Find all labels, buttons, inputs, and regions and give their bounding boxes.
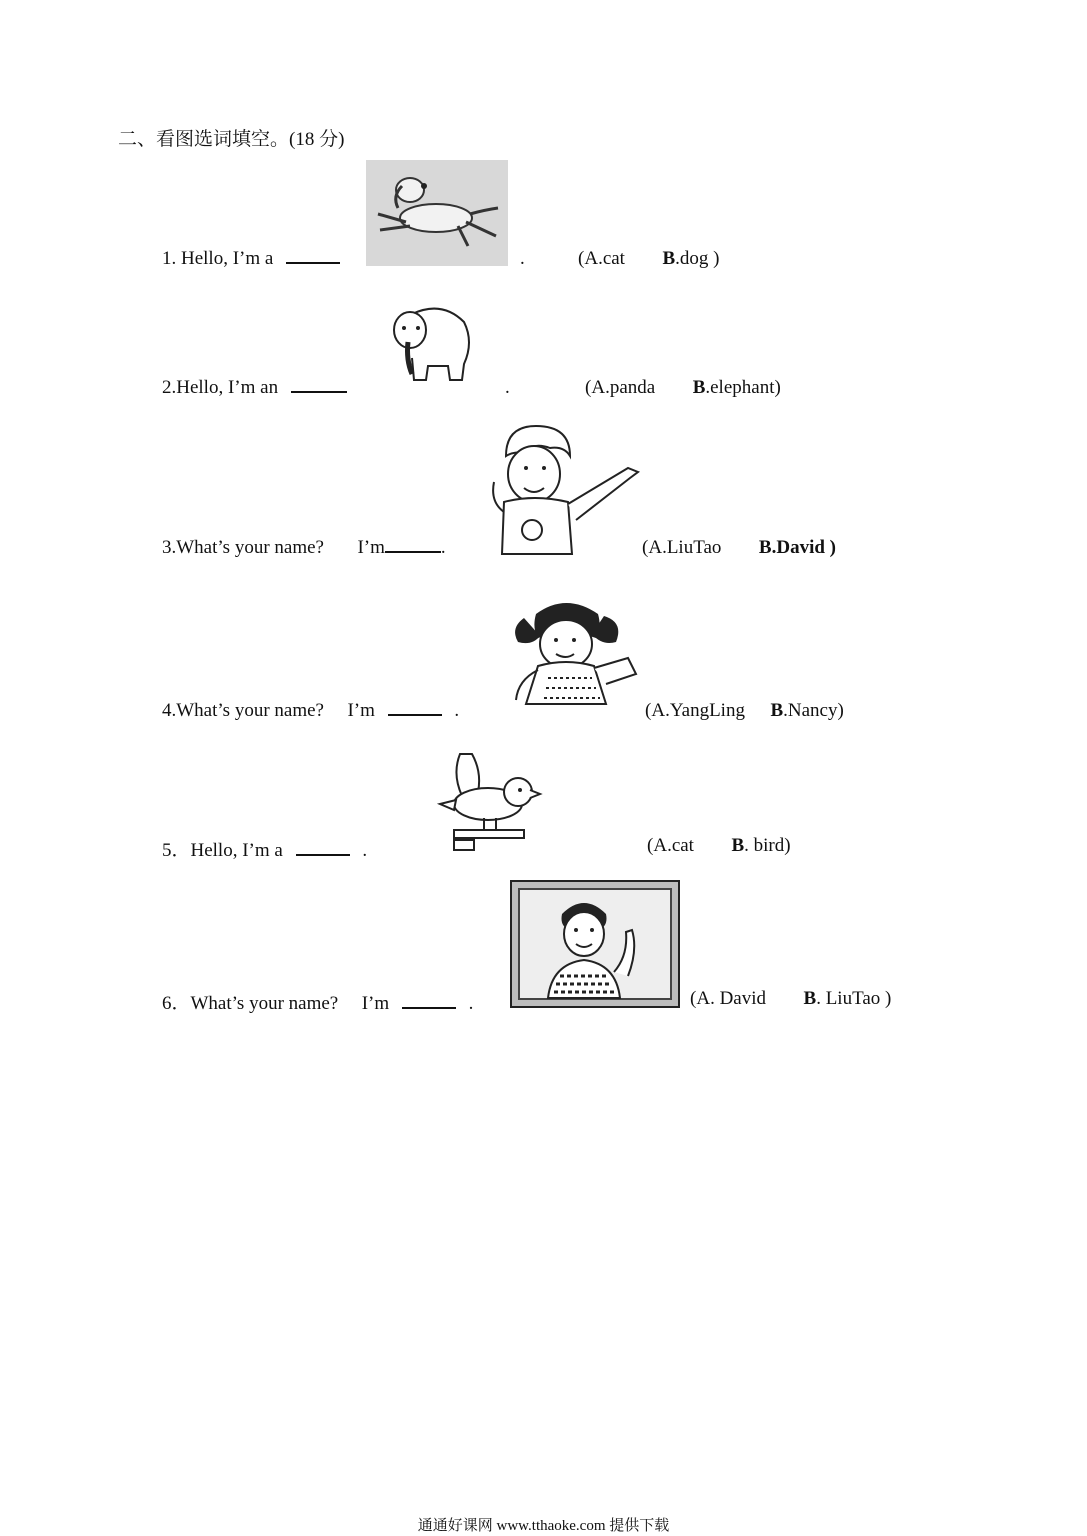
question-6-answer-lead: I’m bbox=[361, 993, 390, 1014]
option-a-letter: A bbox=[696, 988, 711, 1009]
option-a[interactable]: .panda bbox=[605, 377, 656, 398]
question-5-options: (A.cat B. bird) bbox=[647, 835, 791, 856]
question-1-prompt bbox=[162, 248, 340, 270]
option-a[interactable]: . David bbox=[710, 988, 766, 1009]
question-4-text: 4.What’s your name? bbox=[162, 700, 324, 721]
question-1-period: . bbox=[520, 248, 525, 269]
question-6-prompt: 6．What’s your name? I’m . bbox=[162, 993, 474, 1014]
option-b[interactable]: .elephant) bbox=[705, 377, 781, 398]
option-b-letter: B bbox=[758, 537, 772, 558]
question-3-prompt: 3.What’s your name? I’m . bbox=[162, 537, 446, 558]
question-6-blank[interactable] bbox=[402, 1006, 456, 1009]
framed-boy-icon bbox=[510, 880, 680, 1008]
question-1-blank[interactable] bbox=[286, 261, 340, 264]
question-6-text: 6．What’s your name? bbox=[162, 993, 339, 1014]
question-4-prompt: 4.What’s your name? I’m . bbox=[162, 700, 460, 721]
option-b-letter: B bbox=[662, 248, 676, 269]
bird-icon bbox=[436, 744, 544, 854]
option-a[interactable]: .LiuTao bbox=[662, 537, 722, 558]
option-b[interactable]: .Nancy) bbox=[783, 700, 844, 721]
option-a[interactable]: .cat bbox=[667, 835, 694, 856]
option-b[interactable]: .David ) bbox=[771, 537, 837, 558]
boy-pointing-icon bbox=[486, 422, 642, 556]
option-b-letter: B bbox=[692, 377, 706, 398]
question-3-options: (A.LiuTao B.David ) bbox=[642, 537, 837, 558]
option-a-letter: A bbox=[651, 700, 666, 721]
option-a-letter: A bbox=[584, 248, 599, 269]
question-2-options: (A.panda B.elephant) bbox=[585, 377, 781, 398]
question-4-options: (A.YangLing B.Nancy) bbox=[645, 700, 844, 721]
question-2-period: . bbox=[505, 377, 510, 398]
question-4-blank[interactable] bbox=[388, 713, 442, 716]
question-2-blank[interactable] bbox=[291, 390, 347, 393]
option-b-letter: B bbox=[803, 988, 817, 1009]
question-6-options: (A. David B. LiuTao ) bbox=[690, 988, 892, 1009]
option-b[interactable]: .dog ) bbox=[675, 248, 720, 269]
option-b-letter: B bbox=[770, 700, 784, 721]
girl-icon bbox=[508, 598, 640, 706]
question-3-text: 3.What’s your name? bbox=[162, 537, 324, 558]
option-a[interactable]: .cat bbox=[598, 248, 625, 269]
footer-credit: 通通好课网 www.tthaoke.com 提供下载 bbox=[417, 1518, 670, 1534]
question-3-answer-lead: I’m bbox=[357, 537, 385, 558]
question-4-answer-lead: I’m bbox=[347, 700, 375, 721]
question-1-text: 1. Hello, I’m a bbox=[162, 248, 274, 269]
option-a-letter: A bbox=[648, 537, 663, 558]
elephant-icon bbox=[388, 304, 474, 382]
dog-icon bbox=[366, 160, 508, 266]
question-1-options: (A.cat B.dog ) bbox=[578, 248, 720, 269]
option-b[interactable]: . LiuTao ) bbox=[816, 988, 892, 1009]
option-a-letter: A bbox=[653, 835, 668, 856]
option-b[interactable]: . bird) bbox=[744, 835, 791, 856]
question-5-text: 5．Hello, I’m a bbox=[162, 840, 283, 861]
option-a-letter: A bbox=[591, 377, 606, 398]
option-a[interactable]: .YangLing bbox=[665, 700, 745, 721]
question-2-text: 2.Hello, I’m an bbox=[162, 377, 279, 398]
question-3-blank[interactable] bbox=[385, 550, 441, 553]
question-2-prompt bbox=[162, 377, 347, 399]
question-5-prompt: 5．Hello, I’m a . bbox=[162, 840, 368, 861]
question-5-blank[interactable] bbox=[296, 853, 350, 856]
option-b-letter: B bbox=[731, 835, 745, 856]
section-title: 二、看图选词填空。(18 分) bbox=[118, 129, 345, 150]
